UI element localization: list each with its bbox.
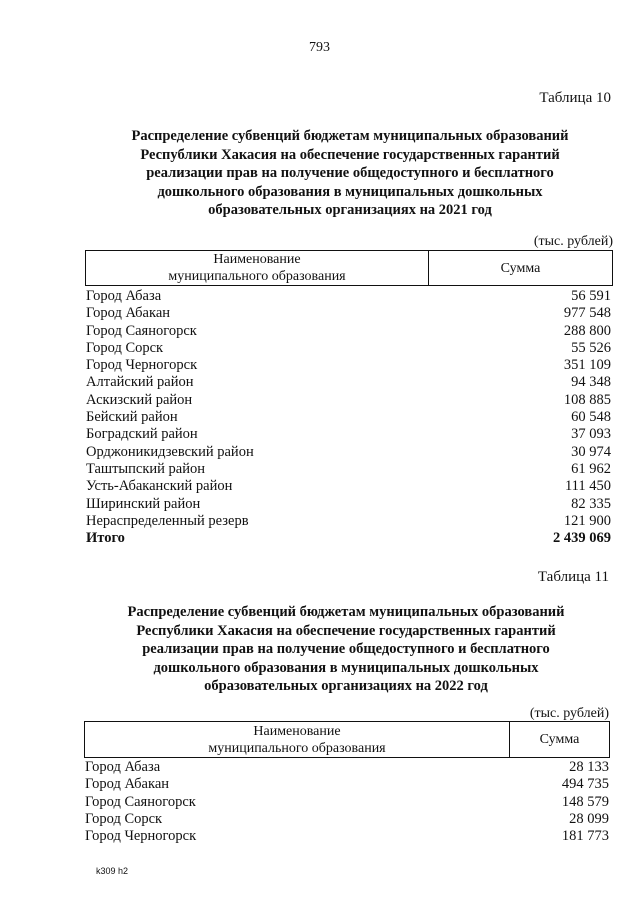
header-name-cell [85,722,510,758]
row-name: Город Сорск [85,810,163,827]
table-11-title [86,603,606,696]
table-row [86,478,611,495]
row-name: Город Саяногорск [85,793,196,810]
table-row [85,759,609,776]
table-row [86,496,611,513]
row-value: 111 450 [564,478,611,495]
header-name-line2: муниципального образования [168,269,346,284]
row-name: Аскизский район [86,391,193,408]
table-row [86,461,611,478]
title-line: дошкольного образования в муниципальных дошкольных [153,659,539,676]
row-value: 37 093 [571,426,611,443]
table-row [86,305,611,322]
page-number: 793 [309,40,330,55]
header-name-line1: Наименование [253,723,341,739]
table-row [86,392,611,409]
title-line: Республики Хакасия на обеспечение государственных гарантий [140,146,560,163]
row-value: 977 548 [563,305,611,322]
row-name: Город Абаза [85,759,161,775]
title-line: образовательных организациях на 2021 год [208,202,492,218]
row-name: Бейский район [86,409,178,426]
row-value: 61 962 [571,460,611,477]
row-value: 30 974 [571,443,611,460]
row-value: 60 548 [571,409,611,426]
table-11-unit: (тыс. рублей) [529,706,609,721]
table-total-row [86,530,611,547]
row-name: Таштыпский район [86,460,206,477]
row-value: 55 526 [571,339,611,356]
table-10-body [86,288,611,547]
row-value: 28 133 [569,759,609,775]
row-value: 108 885 [563,391,611,408]
table-row [86,340,611,357]
header-sum-cell: Сумма [429,251,613,286]
row-name: Город Абакан [86,305,171,322]
row-value: 351 109 [563,357,611,374]
row-value: 181 773 [561,828,609,845]
row-value: 494 735 [561,776,609,793]
row-value: 288 800 [563,322,611,339]
title-line: Распределение субвенций бюджетам муниципальных образований [127,604,565,620]
title-line: Республики Хакасия на обеспечение государственных гарантий [136,622,556,639]
table-row [86,426,611,443]
table-11-caption: Таблица 11 [537,569,609,585]
row-value: 28 099 [569,810,609,827]
header-name-cell [86,251,429,286]
total-value: 2 439 069 [553,530,611,547]
title-line: Распределение субвенций бюджетам муниципальных образований [131,128,569,144]
table-row [86,323,611,340]
row-name: Алтайский район [86,374,194,391]
row-value: 121 900 [563,512,611,529]
total-label: Итого [86,530,125,547]
row-value: 56 591 [571,288,611,304]
row-value: 82 335 [571,495,611,512]
title-line: реализации прав на получение общедоступного и бесплатного [146,165,554,181]
row-name: Город Абакан [85,776,170,793]
header-name-line1: Наименование [213,252,301,267]
table-row [85,828,609,845]
row-name: Орджоникидзевский район [86,443,254,460]
table-10-caption: Таблица 10 [539,90,611,106]
row-name: Нераспределенный резерв [86,512,249,529]
document-code: k309 h2 [96,866,129,876]
row-value: 94 348 [571,374,611,391]
table-10-header [85,250,613,286]
title-line: реализации прав на получение общедоступного и бесплатного [142,641,550,657]
table-row [86,374,611,391]
table-row [85,794,609,811]
row-name: Город Саяногорск [86,322,197,339]
row-name: Город Черногорск [85,828,197,845]
row-name: Город Абаза [86,288,162,304]
title-line: дошкольного образования в муниципальных дошкольных [157,183,543,200]
row-name: Ширинский район [86,495,201,512]
header-sum-cell: Сумма [510,722,610,758]
row-name: Город Сорск [86,339,164,356]
table-11-body [85,759,609,845]
table-row [85,811,609,828]
table-row [86,357,611,374]
table-row [86,444,611,461]
row-value: 148 579 [561,793,609,810]
table-row [86,409,611,426]
title-line: образовательных организациях на 2022 год [204,678,488,694]
header-name-line2: муниципального образования [208,740,386,756]
row-name: Усть-Абаканский район [86,478,233,495]
table-row [85,776,609,793]
table-row [86,288,611,305]
table-10-unit: (тыс. рублей) [533,234,613,249]
row-name: Боградский район [86,426,198,443]
table-10-title [90,127,610,220]
table-row [86,513,611,530]
row-name: Город Черногорск [86,357,198,374]
table-11-header [84,721,610,758]
